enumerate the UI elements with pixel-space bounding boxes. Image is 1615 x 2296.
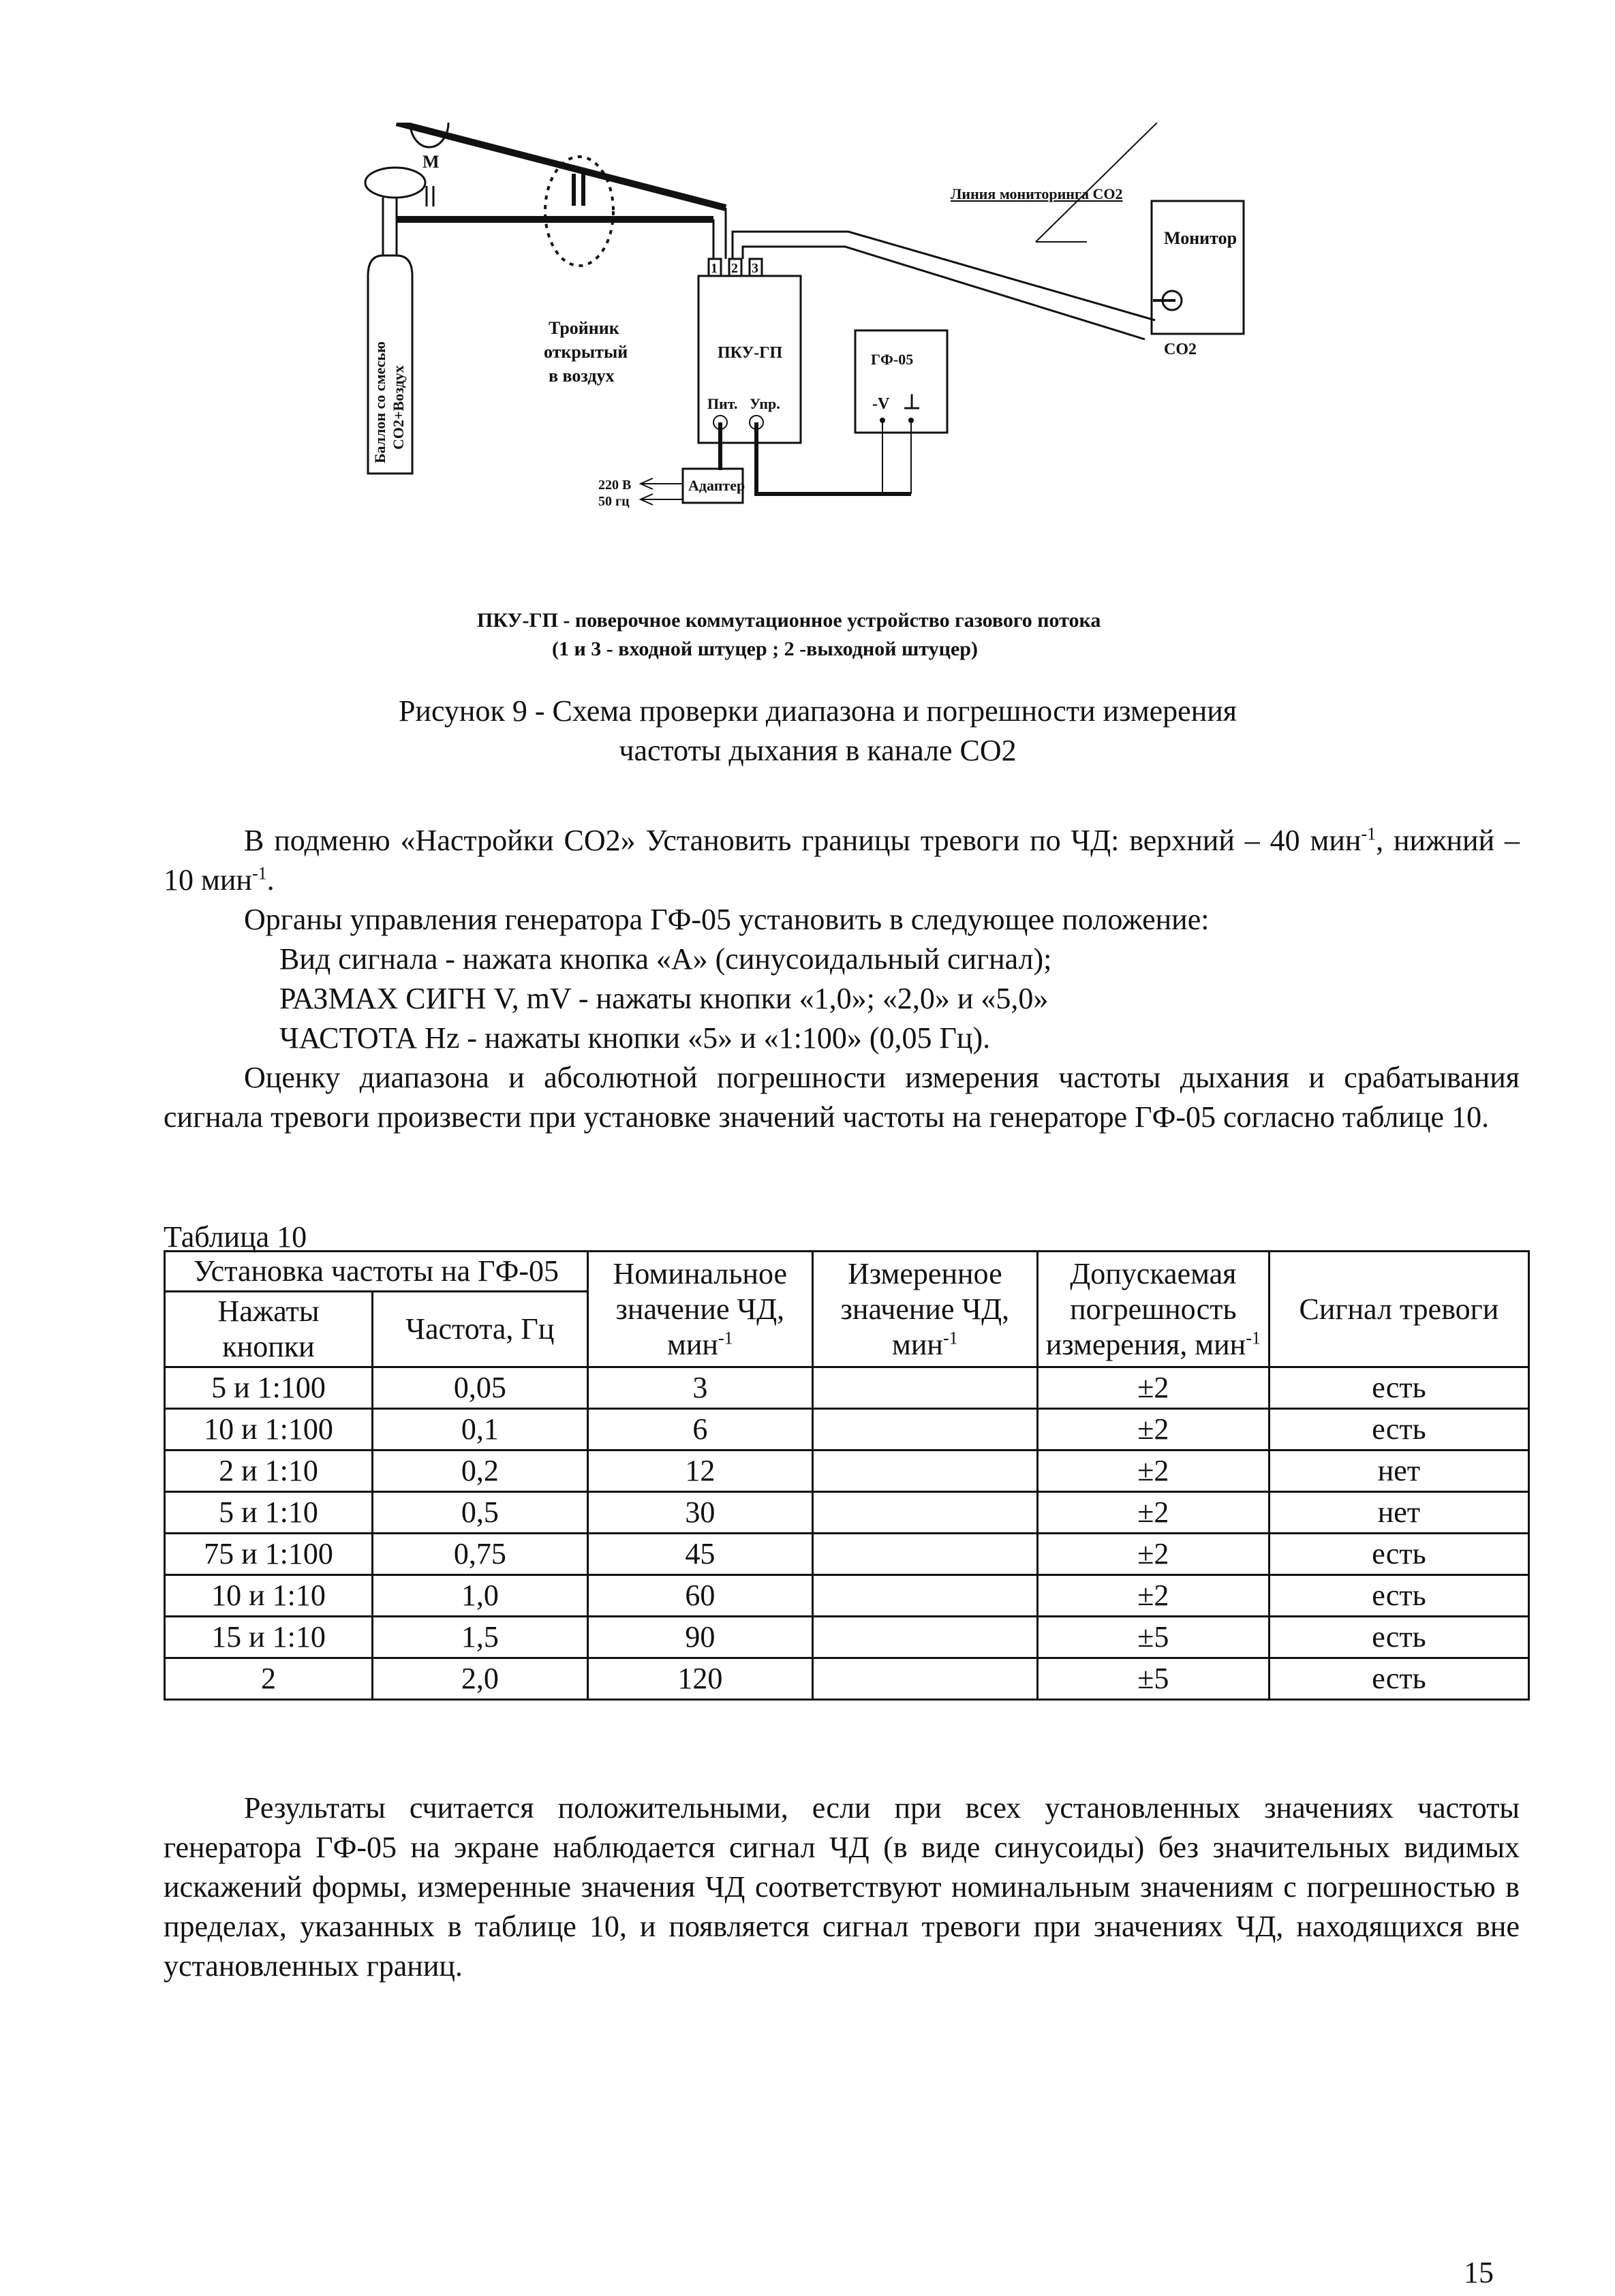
header-tolerance — [1037, 1252, 1269, 1367]
cell-measured — [812, 1367, 1037, 1409]
cell-frequency: 0,2 — [373, 1450, 588, 1492]
gas-pipes — [397, 123, 726, 266]
cell-frequency: 1,0 — [373, 1575, 588, 1617]
instructions-block — [164, 821, 1520, 1137]
header-measured — [812, 1252, 1037, 1367]
cell-tolerance: ±2 — [1037, 1409, 1269, 1450]
gf05-generator — [855, 330, 947, 494]
page-number: 15 — [1464, 2256, 1494, 2289]
cell-nominal: 90 — [587, 1617, 812, 1658]
cell-measured — [812, 1450, 1037, 1492]
cylinder-label-2: СО2+Воздух — [390, 365, 407, 450]
tee-label-1: Тройник — [549, 318, 619, 338]
unit-sup: -1 — [718, 1327, 733, 1348]
cell-buttons: 15 и 1:10 — [165, 1617, 373, 1658]
header-frequency: Частота, Гц — [373, 1292, 588, 1367]
caption-line-1: Рисунок 9 - Схема проверки диапазона и погрешности измерения — [398, 694, 1237, 728]
p1-text-b: , нижний – 10 мин — [164, 824, 1520, 897]
cell-tolerance: ±2 — [1037, 1367, 1269, 1409]
cell-measured — [812, 1575, 1037, 1617]
tee-label-2: открытый — [544, 342, 628, 362]
cell-buttons: 2 и 1:10 — [165, 1450, 373, 1492]
frequency-item: ЧАСТОТА Hz - нажаты кнопки «5» и «1:100» (0,05 Гц). — [279, 1021, 991, 1055]
cell-buttons: 5 и 1:10 — [165, 1492, 373, 1534]
table-row — [165, 1367, 1529, 1409]
cell-buttons: 2 — [165, 1658, 373, 1700]
cell-buttons: 5 и 1:100 — [165, 1367, 373, 1409]
cell-frequency: 0,1 — [373, 1409, 588, 1450]
alarm-limits-paragraph — [164, 821, 1520, 900]
results-block — [164, 1788, 1520, 1986]
diagram-legend — [477, 606, 1329, 664]
monitor-device — [1152, 201, 1244, 358]
cell-nominal: 45 — [587, 1534, 812, 1575]
cell-alarm: нет — [1269, 1492, 1528, 1534]
header-measured-text: Измеренное значение ЧД, мин — [840, 1256, 1010, 1361]
cell-alarm: есть — [1269, 1409, 1528, 1450]
cell-nominal: 60 — [587, 1575, 812, 1617]
gf05-v-label: -V — [872, 395, 890, 413]
header-tolerance-text: Допускаемая погрешность измерения, мин — [1045, 1256, 1246, 1361]
header-buttons: Нажаты кнопки — [165, 1292, 373, 1367]
pku-gp-device — [698, 259, 801, 443]
manometer-label: М — [422, 152, 440, 172]
adapter-device — [598, 469, 745, 509]
cell-alarm: есть — [1269, 1617, 1528, 1658]
cell-measured — [812, 1658, 1037, 1700]
cell-alarm: есть — [1269, 1367, 1528, 1409]
table-row — [165, 1492, 1529, 1534]
adapter-label: Адаптер — [688, 477, 745, 494]
controls-paragraph: Органы управления генератора ГФ-05 установить в следующее положение: — [244, 903, 1210, 936]
unit-sup: -1 — [942, 1327, 958, 1348]
header-nominal-text: Номинальное значение ЧД, мин — [613, 1256, 788, 1361]
cell-buttons: 10 и 1:100 — [165, 1409, 373, 1450]
cell-alarm: есть — [1269, 1534, 1528, 1575]
header-alarm: Сигнал тревоги — [1269, 1252, 1528, 1367]
mains-frequency-label: 50 гц — [598, 494, 630, 509]
cell-frequency: 2,0 — [373, 1658, 588, 1700]
cell-tolerance: ±2 — [1037, 1575, 1269, 1617]
cell-nominal: 12 — [587, 1450, 812, 1492]
header-group: Установка частоты на ГФ-05 — [165, 1252, 588, 1292]
p1-sup-2: -1 — [251, 863, 267, 884]
cell-measured — [812, 1534, 1037, 1575]
cell-nominal: 30 — [587, 1492, 812, 1534]
mains-voltage-label: 220 В — [598, 478, 632, 493]
pku-control-label: Упр. — [750, 395, 780, 412]
cell-tolerance: ±5 — [1037, 1617, 1269, 1658]
table-label: Таблица 10 — [164, 1220, 307, 1254]
signal-type-item: Вид сигнала - нажата кнопка «А» (синусоидальный сигнал); — [279, 942, 1052, 976]
table-10 — [164, 1250, 1530, 1701]
port-2-label: 2 — [731, 261, 738, 276]
cell-measured — [812, 1492, 1037, 1534]
pku-power-label: Пит. — [707, 395, 738, 412]
table-row — [165, 1658, 1529, 1700]
signal-amplitude-item: РАЗМАХ СИГН V, mV - нажаты кнопки «1,0»; «2,0» и «5,0» — [279, 982, 1049, 1015]
table-row — [165, 1409, 1529, 1450]
unit-sup: -1 — [1246, 1327, 1261, 1348]
caption-line-2: частоты дыхания в канале СО2 — [619, 734, 1017, 767]
p1-text-a: В подменю «Настройки СО2» Установить границы тревоги по ЧД: верхний – 40 мин — [244, 824, 1362, 857]
monitoring-line-label: Линия мониторинга СО2 — [951, 185, 1123, 202]
cell-nominal: 6 — [587, 1409, 812, 1450]
cell-frequency: 0,5 — [373, 1492, 588, 1534]
evaluation-paragraph: Оценку диапазона и абсолютной погрешности измерения частоты дыхания и срабатывания сигнала тревоги произвести при установке значений частоты на генераторе ГФ-05 согласно таблице 10. — [164, 1061, 1520, 1134]
pku-label: ПКУ-ГП — [718, 344, 783, 362]
test-setup-diagram — [354, 123, 1342, 531]
p1-text-c: . — [266, 863, 275, 897]
cell-buttons: 75 и 1:100 — [165, 1534, 373, 1575]
legend-line-2: (1 и 3 - входной штуцер ; 2 -выходной штуцер) — [552, 638, 978, 660]
results-paragraph: Результаты считается положительными, если при всех установленных значениях частоты генератора ГФ-05 на экране наблюдается сигнал ЧД (в виде синусоиды) без значительных видимых искажений формы, измеренные значения ЧД соответствуют номинальным значениям с погрешностью в пределах, указанных в таблице 10, и появляется сигнал тревоги при значениях ЧД, находящихся вне установленных границ. — [164, 1791, 1520, 1983]
tee-label-3: в воздух — [549, 366, 615, 386]
gas-cylinder-icon — [365, 168, 425, 474]
cell-frequency: 0,05 — [373, 1367, 588, 1409]
cell-frequency: 0,75 — [373, 1534, 588, 1575]
cell-measured — [812, 1617, 1037, 1658]
header-nominal — [587, 1252, 812, 1367]
legend-line-1: ПКУ-ГП - поверочное коммутационное устройство газового потока — [477, 609, 1101, 632]
monitoring-line — [733, 123, 1157, 339]
cell-buttons: 10 и 1:10 — [165, 1575, 373, 1617]
cell-frequency: 1,5 — [373, 1617, 588, 1658]
p1-sup-1: -1 — [1361, 824, 1376, 844]
cell-tolerance: ±2 — [1037, 1534, 1269, 1575]
monitor-label: Монитор — [1164, 228, 1237, 248]
cell-tolerance: ±5 — [1037, 1658, 1269, 1700]
cell-nominal: 120 — [587, 1658, 812, 1700]
port-1-label: 1 — [711, 261, 718, 276]
cell-measured — [812, 1409, 1037, 1450]
table-row — [165, 1575, 1529, 1617]
monitor-co2-label: СО2 — [1164, 341, 1197, 358]
cylinder-label-1: Баллон со смесью — [371, 341, 388, 463]
cell-alarm: есть — [1269, 1575, 1528, 1617]
gf05-label: ГФ-05 — [871, 351, 914, 368]
cell-tolerance: ±2 — [1037, 1450, 1269, 1492]
port-3-label: 3 — [752, 261, 758, 276]
cell-alarm: нет — [1269, 1450, 1528, 1492]
figure-caption — [204, 692, 1431, 771]
table-row — [165, 1450, 1529, 1492]
table-row — [165, 1534, 1529, 1575]
ground-icon: ⊥ — [903, 391, 921, 414]
cell-nominal: 3 — [587, 1367, 812, 1409]
cell-alarm: есть — [1269, 1658, 1528, 1700]
table-row — [165, 1617, 1529, 1658]
cell-tolerance: ±2 — [1037, 1492, 1269, 1534]
